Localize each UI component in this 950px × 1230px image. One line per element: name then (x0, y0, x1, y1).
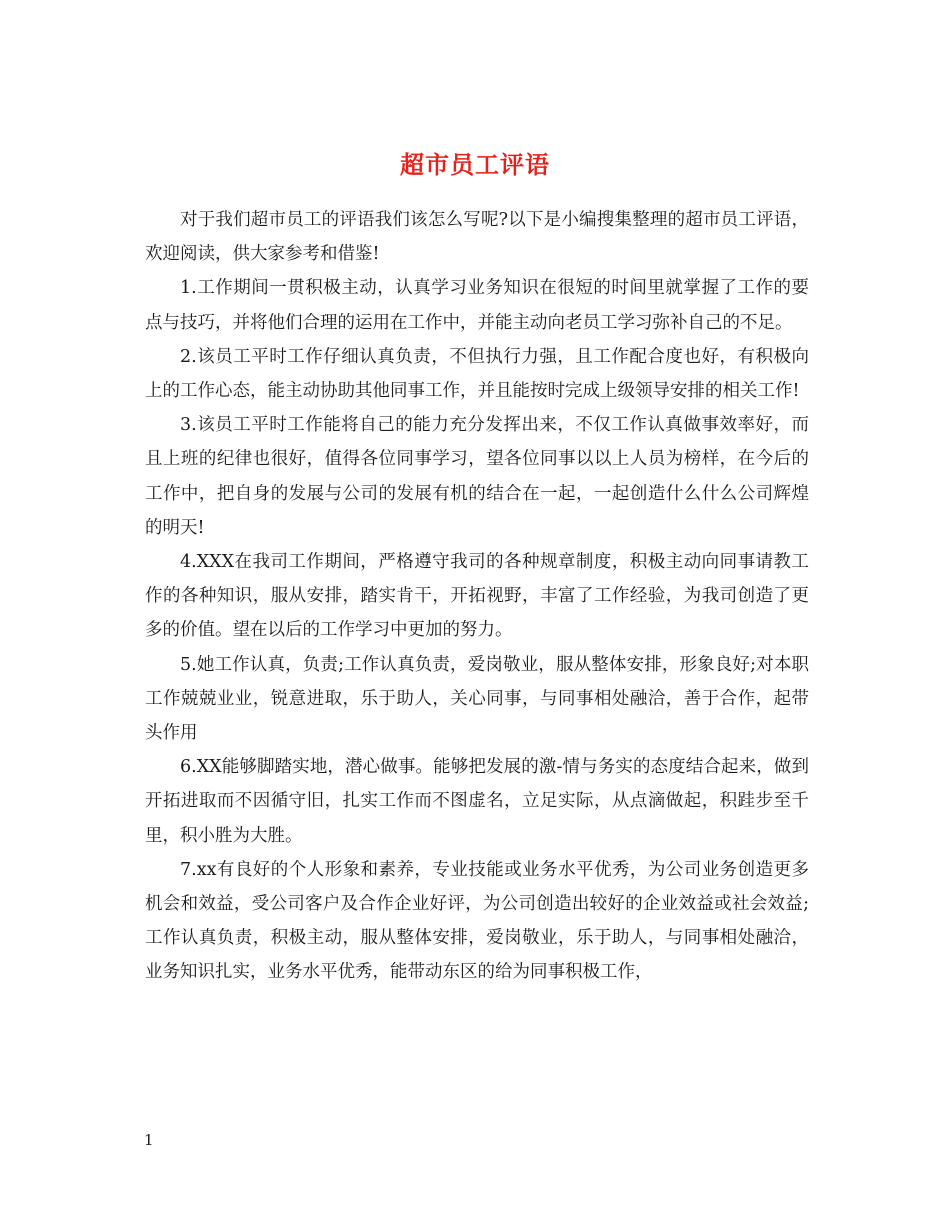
comment-item-6: 6.XX能够脚踏实地，潜心做事。能够把发展的激-情与务实的态度结合起来，做到开拓进取而不因循守旧，扎实工作而不图虚名，立足实际，从点滴做起，积跬步至千里，积小胜为大胜。 (145, 757, 809, 846)
comment-item-3: 3.该员工平时工作能将自己的能力充分发挥出来，不仅工作认真做事效率好，而且上班的纪律也很好，值得各位同事学习，望各位同事以以上人员为榜样，在今后的工作中，把自身的发展与公司的发展有机的结合在一起，一起创造什么什么公司辉煌的明天! (145, 415, 809, 538)
document-body (145, 203, 809, 990)
comment-item-7: 7.xx有良好的个人形象和素养，专业技能或业务水平优秀，为公司业务创造更多机会和效益，受公司客户及合作企业好评，为公司创造出较好的企业效益或社会效益;工作认真负责，积极主动，服从整体安排，爱岗敬业，乐于助人，与同事相处融洽，业务知识扎实，业务水平优秀，能带动东区的给为同事积极工作， (145, 859, 809, 983)
comment-item-4: 4.XXX在我司工作期间，严格遵守我司的各种规章制度，积极主动向同事请教工作的各种知识，服从安排，踏实肯干，开拓视野，丰富了工作经验，为我司创造了更多的价值。望在以后的工作学习中更加的努力。 (145, 552, 809, 641)
comment-item-5: 5.她工作认真，负责;工作认真负责，爱岗敬业，服从整体安排，形象良好;对本职工作兢兢业业，锐意进取，乐于助人，关心同事，与同事相处融洽，善于合作，起带头作用 (145, 654, 809, 744)
comment-item-2: 2.该员工平时工作仔细认真负责，不但执行力强，且工作配合度也好，有积极向上的工作心态，能主动协助其他同事工作，并且能按时完成上级领导安排的相关工作! (145, 346, 809, 402)
page-number: 1 (144, 1131, 154, 1149)
comment-item-1: 1.工作期间一贯积极主动，认真学习业务知识在很短的时间里就掌握了工作的要点与技巧，并将他们合理的运用在工作中，并能主动向老员工学习弥补自己的不足。 (145, 278, 809, 333)
intro-paragraph: 对于我们超市员工的评语我们该怎么写呢?以下是小编搜集整理的超市员工评语，欢迎阅读，供大家参考和借鉴! (145, 210, 809, 265)
document-title: 超市员工评语 (400, 150, 550, 180)
